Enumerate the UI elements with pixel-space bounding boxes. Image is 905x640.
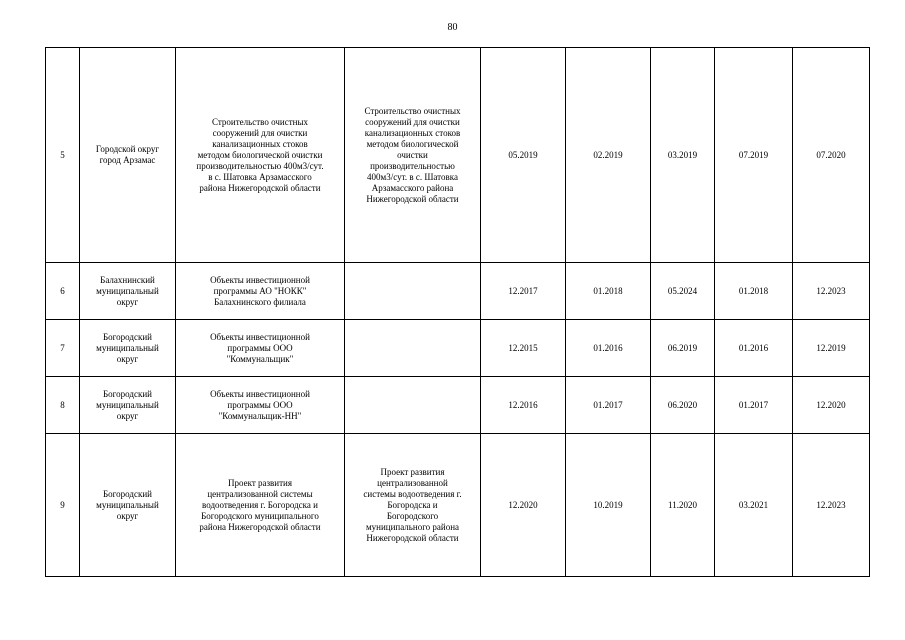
date-cell: 03.2021 [715,434,793,577]
district-cell: Богородский муниципальный округ [80,377,176,434]
projects-table [45,47,870,577]
row-number-cell: 9 [46,434,80,577]
date-cell: 12.2020 [793,377,870,434]
row-number-cell: 8 [46,377,80,434]
table-row [46,377,870,434]
date-cell: 01.2017 [715,377,793,434]
object-name-cell [345,263,481,320]
date-cell: 01.2016 [715,320,793,377]
date-cell: 06.2019 [651,320,715,377]
district-cell: Балахнинский муниципальный округ [80,263,176,320]
project-name-cell: Строительство очистных сооружений для очистки канализационных стоков методом биологической очистки производительностью 400м3/сут. в с. Шатовка Арзамасского района Нижегородской области [176,48,345,263]
date-cell: 12.2016 [481,377,566,434]
table-row [46,48,870,263]
project-name-cell: Объекты инвестиционной программы АО "НОКК" Балахнинского филиала [176,263,345,320]
date-cell: 12.2023 [793,434,870,577]
date-cell: 05.2019 [481,48,566,263]
table-row [46,320,870,377]
object-name-cell: Проект развития централизованной системы водоотведения г. Богородска и Богородского муниципального района Нижегородской области [345,434,481,577]
date-cell: 12.2023 [793,263,870,320]
date-cell: 12.2019 [793,320,870,377]
date-cell: 11.2020 [651,434,715,577]
date-cell: 07.2019 [715,48,793,263]
page-number: 80 [447,22,458,33]
project-name-cell: Объекты инвестиционной программы ООО "Коммунальщик" [176,320,345,377]
row-number-cell: 7 [46,320,80,377]
row-number-cell: 5 [46,48,80,263]
object-name-cell: Строительство очистных сооружений для очистки канализационных стоков методом биологической очистки производительностью 400м3/сут. в с. Шатовка Арзамасского района Нижегородской области [345,48,481,263]
table-row [46,263,870,320]
district-cell: Богородский муниципальный округ [80,434,176,577]
object-name-cell [345,320,481,377]
date-cell: 12.2015 [481,320,566,377]
date-cell: 01.2017 [566,377,651,434]
date-cell: 12.2020 [481,434,566,577]
date-cell: 12.2017 [481,263,566,320]
date-cell: 02.2019 [566,48,651,263]
date-cell: 07.2020 [793,48,870,263]
date-cell: 01.2018 [715,263,793,320]
date-cell: 05.2024 [651,263,715,320]
project-name-cell: Проект развития централизованной системы водоотведения г. Богородска и Богородского муниципального района Нижегородской области [176,434,345,577]
table-row [46,434,870,577]
date-cell: 01.2016 [566,320,651,377]
project-name-cell: Объекты инвестиционной программы ООО "Коммунальщик-НН" [176,377,345,434]
date-cell: 10.2019 [566,434,651,577]
date-cell: 03.2019 [651,48,715,263]
district-cell: Городской округ город Арзамас [80,48,176,263]
district-cell: Богородский муниципальный округ [80,320,176,377]
date-cell: 01.2018 [566,263,651,320]
object-name-cell [345,377,481,434]
row-number-cell: 6 [46,263,80,320]
date-cell: 06.2020 [651,377,715,434]
